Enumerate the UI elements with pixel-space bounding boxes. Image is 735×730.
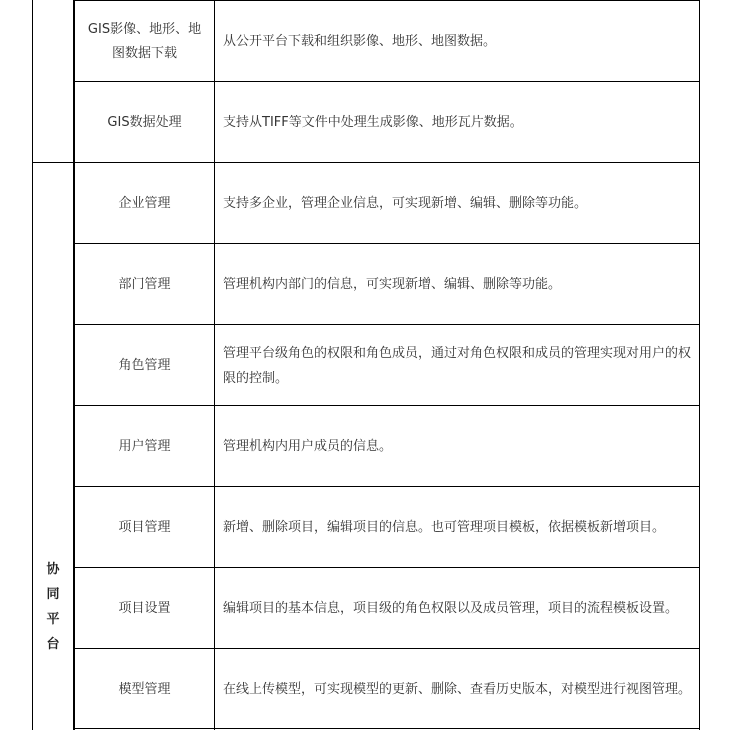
feature-desc-cell <box>215 82 700 163</box>
feature-desc: 支持多企业，管理企业信息，可实现新增、编辑、删除等功能。 <box>223 196 588 211</box>
group-cell-collab-platform <box>32 162 74 730</box>
table-bottom-border <box>74 728 700 729</box>
feature-desc-cell <box>215 325 700 406</box>
feature-name: 项目管理 <box>118 519 171 535</box>
group-label-char-2: 同 <box>46 587 60 602</box>
feature-desc-cell <box>215 1 700 82</box>
group-label <box>33 557 73 657</box>
table-row <box>74 0 700 82</box>
feature-name-cell <box>74 649 215 730</box>
group-label-char-3: 平 <box>46 612 60 627</box>
table-row <box>74 567 700 649</box>
feature-name-cell <box>74 325 215 406</box>
feature-desc-cell <box>215 406 700 487</box>
feature-desc: 新增、删除项目，编辑项目的信息。也可管理项目模板，依据模板新增项目。 <box>223 520 666 535</box>
feature-desc: 管理平台级角色的权限和角色成员，通过对角色权限和成员的管理实现对用户的权限的控制。 <box>223 345 692 386</box>
feature-desc-cell <box>215 568 700 649</box>
feature-desc: 在线上传模型，可实现模型的更新、删除、查看历史版本，对模型进行视图管理。 <box>223 682 692 697</box>
feature-name: 角色管理 <box>118 357 171 373</box>
table-row <box>74 405 700 487</box>
feature-desc: 管理机构内用户成员的信息。 <box>223 439 393 454</box>
feature-name-cell <box>74 1 215 82</box>
table-row <box>74 486 700 568</box>
feature-name: 模型管理 <box>118 681 171 697</box>
feature-name: 项目设置 <box>118 600 171 616</box>
feature-name: GIS数据处理 <box>107 114 182 130</box>
feature-desc: 管理机构内部门的信息，可实现新增、编辑、删除等功能。 <box>223 277 562 292</box>
group-label-char-1: 协 <box>46 562 60 577</box>
feature-desc-cell <box>215 649 700 730</box>
feature-desc-cell <box>215 244 700 325</box>
feature-desc-cell <box>215 487 700 568</box>
feature-name-cell <box>74 163 215 244</box>
feature-name-cell <box>74 244 215 325</box>
feature-name-cell <box>74 487 215 568</box>
table-row <box>74 648 700 730</box>
feature-name: GIS影像、地形、地图数据下载 <box>87 21 202 61</box>
feature-name-cell <box>74 406 215 487</box>
feature-name: 企业管理 <box>118 195 171 211</box>
feature-desc-cell <box>215 163 700 244</box>
feature-desc: 支持从TIFF等文件中处理生成影像、地形瓦片数据。 <box>223 115 523 130</box>
table-row <box>74 162 700 244</box>
feature-name-cell <box>74 82 215 163</box>
table-row <box>74 243 700 325</box>
group-label-char-4: 台 <box>46 637 60 652</box>
feature-name: 用户管理 <box>118 438 171 454</box>
group-cell-previous <box>32 0 74 163</box>
table-row <box>74 81 700 163</box>
feature-name-cell <box>74 568 215 649</box>
table-row <box>74 324 700 406</box>
feature-desc: 编辑项目的基本信息，项目级的角色权限以及成员管理，项目的流程模板设置。 <box>223 601 679 616</box>
feature-name: 部门管理 <box>118 276 171 292</box>
feature-desc: 从公开平台下载和组织影像、地形、地图数据。 <box>223 34 497 49</box>
